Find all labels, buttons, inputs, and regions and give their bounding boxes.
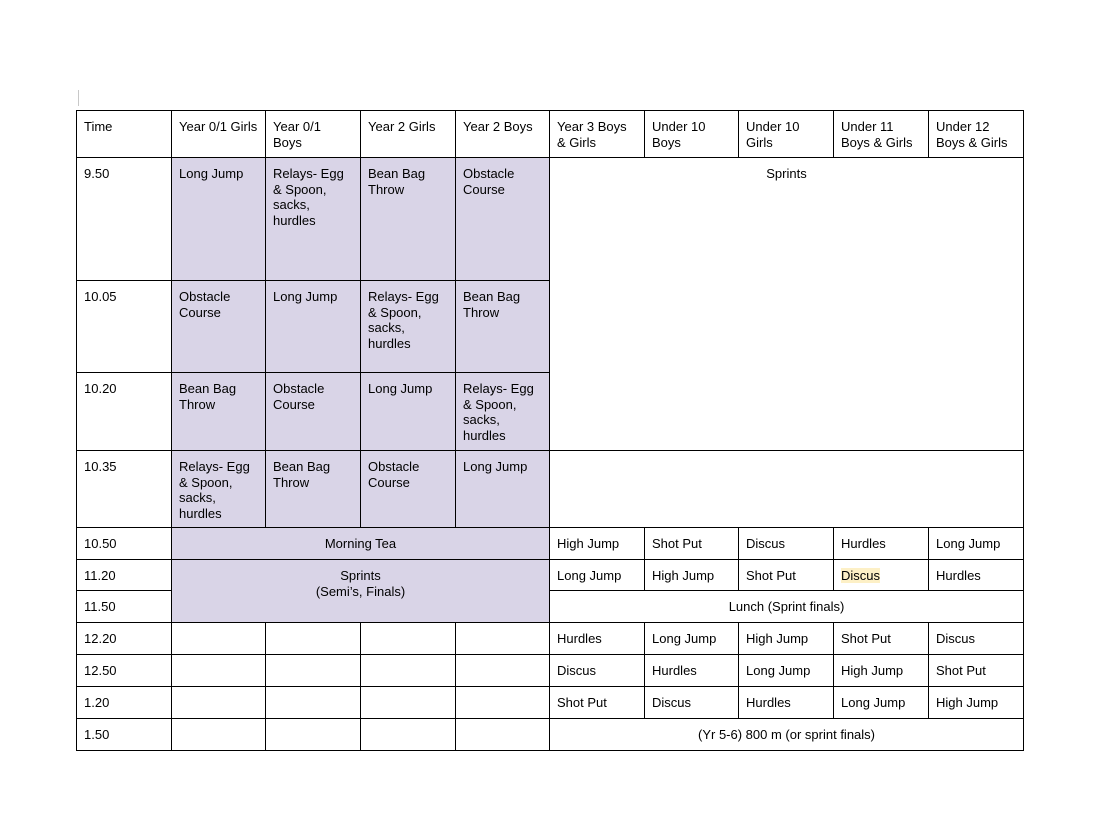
table-row	[77, 451, 1024, 528]
time-cell: 10.35	[77, 451, 172, 528]
event-cell: Long Jump	[739, 655, 834, 687]
empty-cell	[361, 655, 456, 687]
time-cell: 12.50	[77, 655, 172, 687]
event-cell: Hurdles	[834, 528, 929, 560]
empty-cell	[266, 623, 361, 655]
header-row	[77, 111, 1024, 158]
event-cell: High Jump	[834, 655, 929, 687]
empty-cell	[456, 719, 550, 751]
junior-sprints-cell	[172, 560, 550, 623]
event-cell: Discus	[645, 687, 739, 719]
event-cell: Obstacle Course	[266, 373, 361, 451]
empty-cell	[456, 687, 550, 719]
event-cell: Relays- Egg & Spoon, sacks, hurdles	[172, 451, 266, 528]
table-row	[77, 687, 1024, 719]
table-row	[77, 719, 1024, 751]
table-row	[77, 158, 1024, 281]
text-cursor	[78, 90, 79, 106]
empty-cell	[172, 623, 266, 655]
event-cell: Long Jump	[266, 281, 361, 373]
event-cell: Bean Bag Throw	[266, 451, 361, 528]
header-u10-girls: Under 10 Girls	[739, 111, 834, 158]
event-cell: Hurdles	[929, 560, 1024, 591]
header-time: Time	[77, 111, 172, 158]
time-cell: 1.50	[77, 719, 172, 751]
event-cell: Relays- Egg & Spoon, sacks, hurdles	[456, 373, 550, 451]
event-cell: Long Jump	[456, 451, 550, 528]
empty-cell	[266, 655, 361, 687]
event-cell: Bean Bag Throw	[456, 281, 550, 373]
junior-sprints-line1: Sprints	[340, 568, 381, 583]
header-u11: Under 11 Boys & Girls	[834, 111, 929, 158]
time-cell: 10.05	[77, 281, 172, 373]
event-cell: Long Jump	[361, 373, 456, 451]
event-cell	[834, 560, 929, 591]
time-cell: 12.20	[77, 623, 172, 655]
event-cell: Long Jump	[834, 687, 929, 719]
event-cell: Discus	[550, 655, 645, 687]
event-cell: Shot Put	[739, 560, 834, 591]
header-year01-boys: Year 0/1 Boys	[266, 111, 361, 158]
lunch-cell: Lunch (Sprint finals)	[550, 591, 1024, 623]
empty-cell	[266, 687, 361, 719]
event-cell: Hurdles	[645, 655, 739, 687]
event-cell: Obstacle Course	[361, 451, 456, 528]
event-cell: Obstacle Course	[456, 158, 550, 281]
final-800m-cell: (Yr 5-6) 800 m (or sprint finals)	[550, 719, 1024, 751]
table-row	[77, 560, 1024, 591]
event-cell: High Jump	[929, 687, 1024, 719]
event-cell: Relays- Egg & Spoon, sacks, hurdles	[361, 281, 456, 373]
time-cell: 10.20	[77, 373, 172, 451]
empty-cell	[266, 719, 361, 751]
event-cell: High Jump	[550, 528, 645, 560]
event-cell: Discus	[739, 528, 834, 560]
empty-block	[550, 451, 1024, 528]
time-cell: 10.50	[77, 528, 172, 560]
empty-cell	[361, 623, 456, 655]
event-cell: Shot Put	[550, 687, 645, 719]
empty-cell	[172, 687, 266, 719]
header-u12: Under 12 Boys & Girls	[929, 111, 1024, 158]
empty-cell	[361, 719, 456, 751]
event-cell: Bean Bag Throw	[361, 158, 456, 281]
event-cell: Hurdles	[550, 623, 645, 655]
header-year01-girls: Year 0/1 Girls	[172, 111, 266, 158]
event-cell: Shot Put	[645, 528, 739, 560]
header-year3: Year 3 Boys & Girls	[550, 111, 645, 158]
empty-cell	[172, 655, 266, 687]
empty-cell	[456, 623, 550, 655]
header-year2-boys: Year 2 Boys	[456, 111, 550, 158]
event-cell: Hurdles	[739, 687, 834, 719]
time-cell: 11.50	[77, 591, 172, 623]
highlighted-event: Discus	[841, 568, 881, 583]
event-cell: Long Jump	[929, 528, 1024, 560]
event-cell: Shot Put	[929, 655, 1024, 687]
event-cell: Obstacle Course	[172, 281, 266, 373]
event-cell: High Jump	[739, 623, 834, 655]
event-cell: Long Jump	[550, 560, 645, 591]
event-cell: Long Jump	[645, 623, 739, 655]
table-row	[77, 528, 1024, 560]
event-cell: High Jump	[645, 560, 739, 591]
empty-cell	[361, 687, 456, 719]
event-cell: Shot Put	[834, 623, 929, 655]
junior-sprints-line2: (Semi’s, Finals)	[315, 583, 406, 599]
empty-cell	[456, 655, 550, 687]
time-cell: 9.50	[77, 158, 172, 281]
time-cell: 1.20	[77, 687, 172, 719]
event-cell: Discus	[929, 623, 1024, 655]
header-year2-girls: Year 2 Girls	[361, 111, 456, 158]
event-cell: Long Jump	[172, 158, 266, 281]
table-row	[77, 623, 1024, 655]
table-row	[77, 655, 1024, 687]
sprints-block: Sprints	[550, 158, 1024, 451]
event-cell: Bean Bag Throw	[172, 373, 266, 451]
header-u10-boys: Under 10 Boys	[645, 111, 739, 158]
time-cell: 11.20	[77, 560, 172, 591]
empty-cell	[172, 719, 266, 751]
event-cell: Relays- Egg & Spoon, sacks, hurdles	[266, 158, 361, 281]
sports-day-schedule-table	[76, 110, 1024, 751]
morning-tea-cell: Morning Tea	[172, 528, 550, 560]
